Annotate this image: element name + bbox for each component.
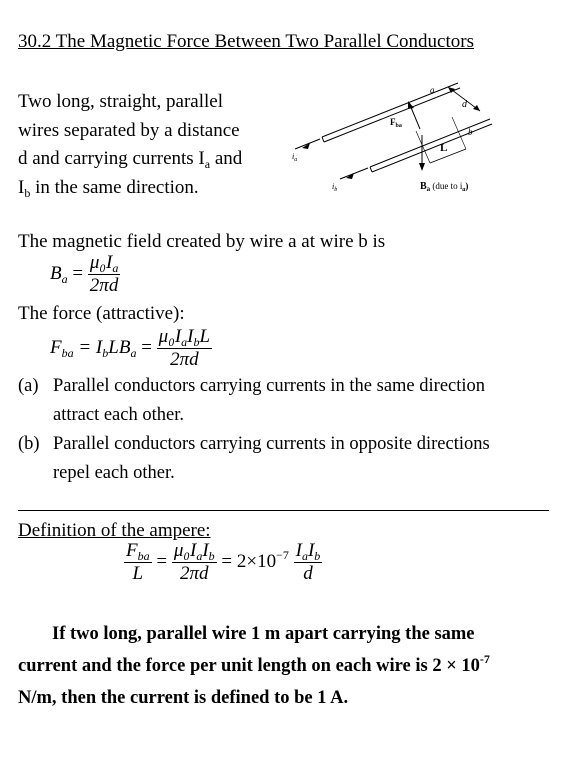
wire-a: [295, 83, 460, 149]
ampere-definition-paragraph: [18, 618, 558, 714]
ampere-lhs-fraction: $\frac{F_{ba}}{L}$: [126, 540, 150, 584]
intro-line-4: $I_b$ in the same direction.: [18, 176, 199, 200]
section-title: 30.2 The Magnetic Force Between Two Parallel Conductors: [18, 31, 474, 52]
closing-line-1: If two long, parallel wire 1 m apart carrying the same: [52, 624, 475, 644]
intro-line-1: Two long, straight, parallel: [18, 91, 223, 112]
definition-heading: Definition of the ampere:: [18, 520, 211, 541]
parallel-wires-diagram: [280, 75, 520, 200]
label-Ba: $B_a$ (due to $i_a$): [420, 181, 469, 193]
label-fba: $F_{ba}$: [390, 117, 402, 129]
force-arrow: [408, 101, 420, 129]
label-b: b: [468, 127, 473, 137]
intro-line-3: d and carrying currents $I_a$ and: [18, 148, 243, 171]
label-d: d: [462, 99, 467, 110]
equation-field: $B_a$ = $\frac{\mu_0I_a}{2\pi d}$: [50, 252, 119, 296]
length-L-marker: [416, 117, 466, 163]
ampere-current-fraction: $\frac{I_aI_b}{d}$: [295, 540, 321, 584]
force-fraction: $\frac{\mu_0I_aI_bL}{2\pi d}$: [158, 326, 211, 370]
label-ib: $i_b$: [332, 182, 338, 193]
equation-force: $F_{ba} = I_bLB_a$ = $\frac{\mu_0I_aI_bL}{2\pi d}$: [50, 326, 211, 370]
force-statement: The force (attractive):: [18, 303, 185, 324]
field-fraction: $\frac{\mu_0I_a}{2\pi d}$: [89, 252, 119, 296]
label-L: L: [440, 142, 448, 154]
intro-line-2: wires separated by a distance: [18, 119, 240, 141]
label-ia: $i_a$: [292, 152, 298, 163]
closing-line-2: current and the force per unit length on each wire is $2 \times 10^{-7}$: [18, 652, 490, 676]
field-statement: The magnetic field created by wire a at wire b is: [18, 231, 386, 252]
intro-paragraph: [18, 88, 278, 202]
label-a: a: [430, 85, 435, 95]
equation-ampere: $\frac{F_{ba}}{L}$ = $\frac{\mu_0I_aI_b}{2\pi d}$ = $2\times 10^{-7}$ $\frac{I_aI_b}{d}$: [126, 540, 321, 584]
closing-line-3: N/m, then the current is defined to be 1 A.: [18, 688, 349, 708]
ampere-mu-fraction: $\frac{\mu_0I_aI_b}{2\pi d}$: [173, 540, 215, 584]
section-divider: [18, 510, 549, 511]
